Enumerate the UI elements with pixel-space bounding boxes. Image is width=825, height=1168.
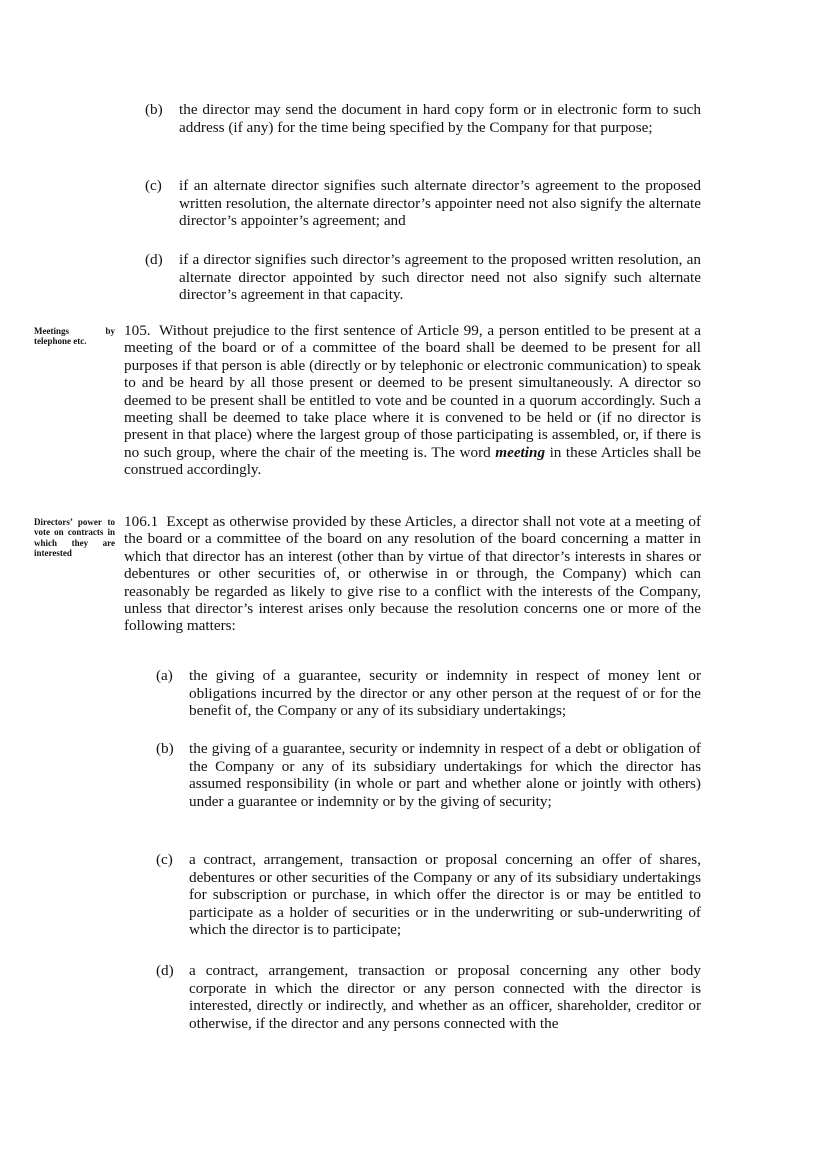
list-item-c-written-resolution <box>145 177 701 230</box>
item-text: the giving of a guarantee, security or indemnity in respect of money lent or obligations incurred by the director or any other person at the request of or for the benefit of, the Company or any of its subsidiary undertakings; <box>189 667 701 720</box>
item-text: the director may send the document in hard copy form or in electronic form to such address (if any) for the time being specified by the Company for that purpose; <box>179 101 701 136</box>
item-label: (c) <box>145 177 162 194</box>
list-item-d-written-resolution <box>145 251 701 304</box>
article-number: 105. <box>124 322 151 339</box>
item-label: (d) <box>145 251 163 268</box>
item-text: a contract, arrangement, transaction or proposal concerning an offer of shares, debentures or other securities of the Company or any of its subsidiary undertakings for subscription or purchase, in which offer the director is or may be entitled to participate as a holder of securities or in the underwriting or sub-underwriting of which the director is to participate; <box>189 851 701 939</box>
item-label: (d) <box>156 962 174 979</box>
margin-note-105: Meetings by telephone etc. <box>34 326 115 347</box>
article-105 <box>124 322 701 479</box>
item-text: if an alternate director signifies such alternate director’s agreement to the proposed written resolution, the alternate director’s appointer need not also signify the alternate director’s appointer’s agreement; and <box>179 177 701 230</box>
item-label: (b) <box>145 101 163 118</box>
article-number: 106.1 <box>124 513 159 530</box>
item-label: (a) <box>156 667 173 684</box>
item-text: if a director signifies such director’s agreement to the proposed written resolution, an alternate director appointed by such director need not also signify such alternate director’s agreement in that capacity. <box>179 251 701 304</box>
item-text: the giving of a guarantee, security or indemnity in respect of a debt or obligation of the Company or any of its subsidiary undertakings for which the director has assumed responsibility (in whole or part and whether alone or jointly with others) under a guarantee or indemnity or by the giving of security; <box>189 740 701 810</box>
margin-note-106: Directors’ power to vote on contracts in which they are interested <box>34 517 115 559</box>
item-text: a contract, arrangement, transaction or proposal concerning any other body corporate in which the director or any person connected with the director is interested, directly or indirectly, and whether as an officer, shareholder, creditor or otherwise, if the director and any persons connected with the <box>189 962 701 1032</box>
defined-term: meeting <box>495 443 546 461</box>
list-item-b-written-resolution <box>145 101 701 136</box>
list-item-b <box>156 740 701 810</box>
list-item-a <box>156 667 701 720</box>
article-text: Except as otherwise provided by these Articles, a director shall not vote at a meeting of the board or a committee of the board on any resolution of the board concerning a matter in which that director has an interest (other than by virtue of that director’s interests in shares or debentures or other securities of, or otherwise in or through, the Company) which can reasonably be regarded as likely to give rise to a conflict with the interests of the Company, unless that director’s interest arises only because the resolution concerns one or more of the following matters: <box>124 513 702 635</box>
article-text-part: in these Articles shall be construed accordingly. <box>124 443 701 479</box>
article-106-1 <box>124 513 701 635</box>
item-label: (c) <box>156 851 173 868</box>
article-text-part: Without prejudice to the first sentence of Article 99, a person entitled to be present at a meeting of the board or of a committee of the board shall be deemed to be present for all purposes if that person is able (directly or by telephonic or electronic communication) to speak to and be heard by all those present or deemed to be present simultaneously. A director so deemed to be present shall be entitled to vote and be counted in a quorum accordingly. Such a meeting shall be deemed to take place where it is convened to be held or (if no director is present in that place) where the largest group of those participating is assembled, or, if there is no such group, where the chair of the meeting is. The word <box>124 322 701 461</box>
item-label: (b) <box>156 740 174 757</box>
list-item-c <box>156 851 701 939</box>
list-item-d <box>156 962 701 1032</box>
